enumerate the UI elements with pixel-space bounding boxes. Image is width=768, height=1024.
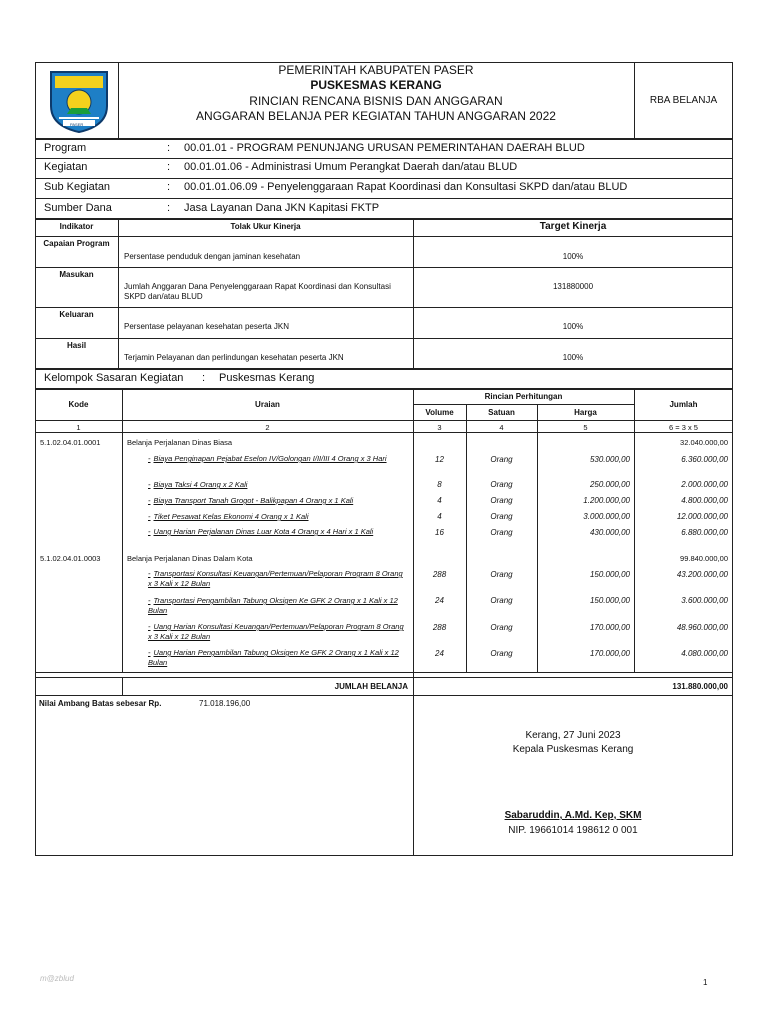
indicator-target: 100% — [562, 353, 584, 362]
line-item: - Transportasi Konsultasi Keuangan/Pertemuan/Pelaporan Program 8 Orang x 3 Kali x 12 Bulan — [148, 569, 403, 588]
indicator-name: Masukan — [59, 270, 94, 279]
info-value-program: 00.01.01 - PROGRAM PENUNJANG URUSAN PEMERINTAHAN DAERAH BLUD — [184, 142, 585, 154]
indicator-measure: Terjamin Pelayanan dan perlindungan kesehatan peserta JKN — [124, 353, 344, 362]
threshold-label: Nilai Ambang Batas sebesar Rp. — [39, 699, 162, 708]
jumlah-header: Jumlah — [669, 400, 698, 409]
info-label-kegiatan: Kegiatan — [44, 161, 88, 173]
col-number: 5 — [583, 423, 588, 432]
harga-header: Harga — [574, 408, 597, 417]
uraian-header: Uraian — [255, 400, 280, 409]
line-item: - Transportasi Pengambilan Tabung Oksigen Ke GFK 2 Orang x 1 Kali x 12 Bulan — [148, 596, 398, 615]
item-amount: 6.880.000,00 — [681, 528, 728, 537]
indicator-name: Hasil — [66, 341, 87, 350]
item-description: Uang Harian Pengambilan Tabung Oksigen Ke GFK 2 Orang x 1 Kali x 12 Bulan — [148, 648, 399, 667]
item-amount: 43.200.000,00 — [676, 570, 728, 579]
item-description: Biaya Taksi 4 Orang x 2 Kali — [153, 480, 248, 489]
item-unit: Orang — [490, 512, 513, 521]
item-unit: Orang — [490, 596, 513, 605]
target-col-header: Target Kinerja — [539, 221, 607, 232]
item-volume: 288 — [432, 623, 447, 632]
item-volume: 24 — [435, 649, 444, 658]
doc-type-label: RBA BELANJA — [649, 95, 718, 106]
col-number: 4 — [499, 423, 504, 432]
total-value: 131.880.000,00 — [672, 682, 728, 691]
indicator-col-header: Indikator — [59, 222, 94, 231]
info-sep-program: : — [167, 142, 171, 154]
logo-caption: PASER — [70, 122, 84, 127]
item-volume: 24 — [435, 596, 444, 605]
item-price: 150.000,00 — [589, 596, 630, 605]
col-number: 2 — [265, 423, 270, 432]
item-volume: 16 — [435, 528, 444, 537]
info-value-sumber-dana: Jasa Layanan Dana JKN Kapitasi FKTP — [184, 202, 380, 214]
item-amount: 6.360.000,00 — [681, 455, 728, 464]
sign-place-date: Kerang, 27 Juni 2023 — [525, 730, 621, 741]
item-price: 3.000.000,00 — [583, 512, 630, 521]
item-price: 170.000,00 — [589, 623, 630, 632]
item-description: Uang Harian Konsultasi Keuangan/Pertemuan/Pelaporan Program 8 Orang x 3 Kali x 12 Bulan — [148, 622, 404, 641]
line-item: - Biaya Transport Tanah Grogot - Balikpapan 4 Orang x 1 Kali — [148, 496, 354, 505]
item-price: 430.000,00 — [589, 528, 630, 537]
info-sep-sumber-dana: : — [167, 202, 171, 214]
target-group-value: Puskesmas Kerang — [219, 372, 315, 384]
item-price: 530.000,00 — [589, 455, 630, 464]
item-volume: 288 — [432, 570, 447, 579]
indicator-col-div-1 — [118, 219, 119, 369]
item-description: Biaya Transport Tanah Grogot - Balikpapan 4 Orang x 1 Kali — [153, 496, 354, 505]
header-line-3: RINCIAN RENCANA BISNIS DAN ANGGARAN — [249, 94, 503, 108]
rincian-header: Rincian Perhitungan — [484, 392, 563, 401]
total-label: JUMLAH BELANJA — [334, 682, 408, 691]
info-line-2 — [35, 178, 733, 179]
item-volume: 8 — [437, 480, 442, 489]
item-unit: Orang — [490, 570, 513, 579]
indicator-line-3 — [35, 338, 733, 339]
info-label-sumber-dana: Sumber Dana — [44, 202, 112, 214]
satuan-header: Satuan — [488, 408, 515, 417]
group-name: Belanja Perjalanan Dinas Biasa — [127, 438, 233, 447]
item-price: 170.000,00 — [589, 649, 630, 658]
line-item: - Biaya Taksi 4 Orang x 2 Kali — [148, 480, 248, 489]
item-description: Uang Harian Perjalanan Dinas Luar Kota 4 Orang x 4 Hari x 1 Kali — [153, 527, 374, 536]
indicator-measure: Persentase penduduk dengan jaminan kesehatan — [124, 252, 301, 261]
item-unit: Orang — [490, 649, 513, 658]
col-number: 3 — [437, 423, 442, 432]
indicator-col-div-2 — [413, 219, 414, 369]
item-price: 150.000,00 — [589, 570, 630, 579]
item-price: 1.200.000,00 — [583, 496, 630, 505]
col-number: 1 — [76, 423, 81, 432]
info-value-kegiatan: 00.01.01.06 - Administrasi Umum Perangkat Daerah dan/atau BLUD — [184, 161, 518, 173]
signer-nip: NIP. 19661014 198612 0 001 — [508, 825, 638, 836]
target-group-label: Kelompok Sasaran Kegiatan — [44, 372, 184, 384]
item-amount: 2.000.000,00 — [681, 480, 728, 489]
line-item: - Tiket Pesawat Kelas Ekonomi 4 Orang x 1 Kali — [148, 512, 309, 521]
measure-col-header: Tolak Ukur Kinerja — [230, 222, 301, 231]
budget-header-line — [35, 420, 733, 421]
page-number: 1 — [703, 978, 708, 987]
budget-number-line — [35, 432, 733, 433]
group-code: 5.1.02.04.01.0003 — [40, 554, 101, 563]
indicator-target: 131880000 — [552, 282, 594, 291]
info-sep-kegiatan: : — [167, 161, 171, 173]
indicator-name: Capaian Program — [43, 239, 110, 248]
item-description: Biaya Penginapan Pejabat Eselon IV/Golongan I/II/III 4 Orang x 3 Hari — [153, 454, 387, 463]
indicator-target: 100% — [562, 252, 584, 261]
item-unit: Orang — [490, 480, 513, 489]
info-sep-sub-kegiatan: : — [167, 181, 171, 193]
indicator-line-2 — [35, 307, 733, 308]
info-line-3 — [35, 198, 733, 199]
item-volume: 12 — [435, 455, 444, 464]
col-number: 6 = 3 x 5 — [669, 423, 698, 432]
group-total: 32.040.000,00 — [680, 438, 728, 447]
header-line-4: ANGGARAN BELANJA PER KEGIATAN TAHUN ANGGARAN 2022 — [196, 109, 556, 123]
threshold-value: 71.018.196,00 — [199, 699, 251, 708]
indicator-line-1 — [35, 267, 733, 268]
line-item: - Uang Harian Perjalanan Dinas Luar Kota 4 Orang x 4 Hari x 1 Kali — [148, 527, 374, 536]
item-volume: 4 — [437, 496, 442, 505]
item-volume: 4 — [437, 512, 442, 521]
info-label-sub-kegiatan: Sub Kegiatan — [44, 181, 111, 193]
group-name: Belanja Perjalanan Dinas Dalam Kota — [127, 554, 253, 563]
kode-header: Kode — [68, 400, 89, 409]
item-amount: 3.600.000,00 — [681, 596, 728, 605]
group-total: 99.840.000,00 — [680, 554, 728, 563]
signer-name: Sabaruddin, A.Md. Kep, SKM — [504, 810, 642, 821]
indicator-name: Keluaran — [59, 310, 94, 319]
volume-header: Volume — [425, 408, 454, 417]
indicator-header-line — [35, 236, 733, 237]
info-value-sub-kegiatan: 00.01.01.06.09 - Penyelenggaraan Rapat Koordinasi dan Konsultasi SKPD dan/atau BLUD — [184, 181, 628, 193]
item-amount: 4.800.000,00 — [681, 496, 728, 505]
line-item: - Biaya Penginapan Pejabat Eselon IV/Golongan I/II/III 4 Orang x 3 Hari — [148, 454, 387, 463]
item-unit: Orang — [490, 528, 513, 537]
indicator-measure: Persentase pelayanan kesehatan peserta JKN — [124, 322, 289, 331]
item-amount: 48.960.000,00 — [676, 623, 728, 632]
item-description: Transportasi Pengambilan Tabung Oksigen Ke GFK 2 Orang x 1 Kali x 12 Bulan — [148, 596, 398, 615]
item-description: Transportasi Konsultasi Keuangan/Pertemuan/Pelaporan Program 8 Orang x 3 Kali x 12 Bulan — [148, 569, 403, 588]
watermark-text: m@zblud — [40, 974, 74, 983]
header-line-2: PUSKESMAS KERANG — [310, 78, 442, 92]
sign-position: Kepala Puskesmas Kerang — [512, 744, 634, 755]
group-code: 5.1.02.04.01.0001 — [40, 438, 101, 447]
item-unit: Orang — [490, 455, 513, 464]
indicator-measure: Jumlah Anggaran Dana Penyelenggaraan Rapat Koordinasi dan Konsultasi SKPD dan/atau BLUD — [124, 282, 391, 301]
item-unit: Orang — [490, 623, 513, 632]
item-unit: Orang — [490, 496, 513, 505]
line-item: - Uang Harian Pengambilan Tabung Oksigen Ke GFK 2 Orang x 1 Kali x 12 Bulan — [148, 648, 399, 667]
target-group-sep: : — [202, 372, 206, 384]
item-price: 250.000,00 — [589, 480, 630, 489]
budget-subheader-line — [413, 404, 634, 405]
item-description: Tiket Pesawat Kelas Ekonomi 4 Orang x 1 Kali — [153, 512, 309, 521]
indicator-target: 100% — [562, 322, 584, 331]
budget-body-end-line-2 — [35, 677, 733, 678]
info-label-program: Program — [44, 142, 87, 154]
line-item: - Uang Harian Konsultasi Keuangan/Pertemuan/Pelaporan Program 8 Orang x 3 Kali x 12 Bulan — [148, 622, 404, 641]
info-line-1 — [35, 158, 733, 159]
budget-body-end-line — [35, 672, 733, 673]
item-amount: 12.000.000,00 — [676, 512, 728, 521]
item-amount: 4.080.000,00 — [681, 649, 728, 658]
header-line-1: PEMERINTAH KABUPATEN PASER — [278, 63, 474, 77]
